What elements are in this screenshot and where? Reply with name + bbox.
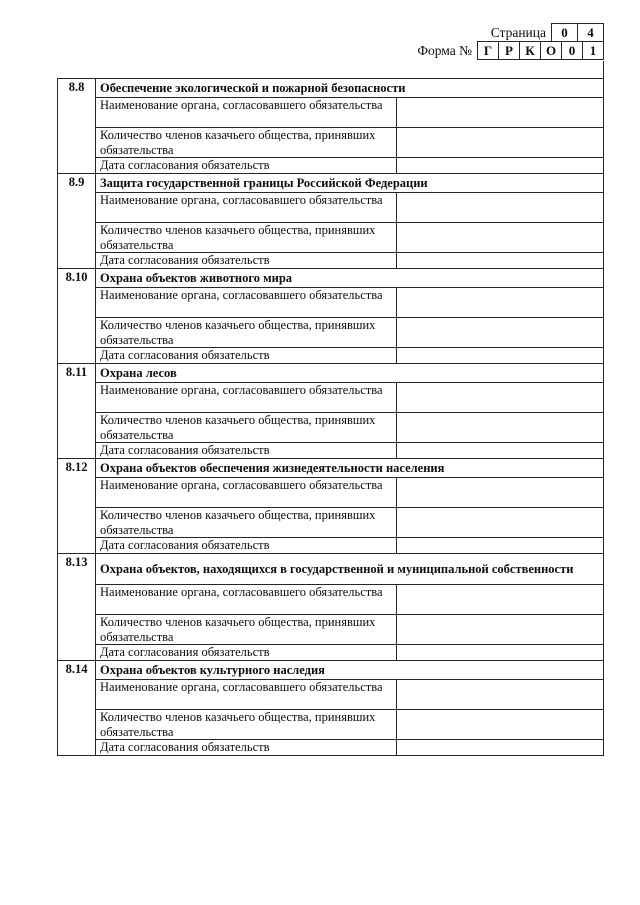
page-number-cells — [551, 23, 604, 42]
field-label-date: Дата согласования обязательств — [96, 740, 397, 755]
code-cell: 1 — [582, 41, 604, 60]
section-title: Защита государственной границы Российской Федерации — [96, 174, 603, 193]
field-label-count: Количество членов казачьего общества, принявших обязательства — [96, 710, 397, 740]
code-cell: Г — [477, 41, 499, 60]
section-title: Охрана лесов — [96, 364, 603, 383]
value-cell-org — [397, 193, 603, 223]
value-cell-date — [397, 443, 603, 458]
table-section — [58, 268, 603, 363]
field-label-org: Наименование органа, согласовавшего обязательства — [96, 98, 397, 128]
field-label-count: Количество членов казачьего общества, принявших обязательства — [96, 508, 397, 538]
section-number: 8.9 — [58, 174, 96, 268]
table-section — [58, 173, 603, 268]
value-cell-date — [397, 645, 603, 660]
field-label-date: Дата согласования обязательств — [96, 443, 397, 458]
field-label-count: Количество членов казачьего общества, принявших обязательства — [96, 128, 397, 158]
code-cell: К — [519, 41, 541, 60]
value-cell-count — [397, 128, 603, 158]
value-cell-date — [397, 538, 603, 553]
value-cell-date — [397, 158, 603, 173]
section-title: Охрана объектов животного мира — [96, 269, 603, 288]
obligations-table — [57, 78, 604, 756]
value-cell-date — [397, 253, 603, 268]
form-code-block — [417, 23, 604, 60]
field-label-date: Дата согласования обязательств — [96, 253, 397, 268]
value-cell-count — [397, 615, 603, 645]
value-cell-count — [397, 508, 603, 538]
value-cell-count — [397, 710, 603, 740]
section-title: Обеспечение экологической и пожарной безопасности — [96, 79, 603, 98]
code-cell: 0 — [561, 41, 583, 60]
code-cell: 0 — [551, 23, 578, 42]
table-section — [58, 660, 603, 755]
section-number: 8.8 — [58, 79, 96, 173]
section-number: 8.11 — [58, 364, 96, 458]
section-title: Охрана объектов обеспечения жизнедеятельности населения — [96, 459, 603, 478]
field-label-count: Количество членов казачьего общества, принявших обязательства — [96, 413, 397, 443]
field-label-date: Дата согласования обязательств — [96, 645, 397, 660]
field-label-date: Дата согласования обязательств — [96, 538, 397, 553]
code-cell: О — [540, 41, 562, 60]
field-label-org: Наименование органа, согласовавшего обязательства — [96, 383, 397, 413]
value-cell-count — [397, 318, 603, 348]
code-cell: Р — [498, 41, 520, 60]
field-label-count: Количество членов казачьего общества, принявших обязательства — [96, 318, 397, 348]
section-title: Охрана объектов культурного наследия — [96, 661, 603, 680]
section-number: 8.10 — [58, 269, 96, 363]
table-section — [58, 458, 603, 553]
table-section — [58, 553, 603, 660]
value-cell-count — [397, 223, 603, 253]
page-number-row — [491, 23, 604, 42]
code-cell: 4 — [577, 23, 604, 42]
value-cell-org — [397, 98, 603, 128]
value-cell-org — [397, 288, 603, 318]
field-label-org: Наименование органа, согласовавшего обязательства — [96, 288, 397, 318]
section-number: 8.13 — [58, 554, 96, 660]
field-label-org: Наименование органа, согласовавшего обязательства — [96, 478, 397, 508]
value-cell-org — [397, 680, 603, 710]
section-number: 8.14 — [58, 661, 96, 755]
field-label-date: Дата согласования обязательств — [96, 158, 397, 173]
table-section — [58, 79, 603, 173]
corner-table-divider — [603, 61, 604, 79]
field-label-count: Количество членов казачьего общества, принявших обязательства — [96, 223, 397, 253]
table-section — [58, 363, 603, 458]
field-label-org: Наименование органа, согласовавшего обязательства — [96, 193, 397, 223]
field-label-org: Наименование органа, согласовавшего обязательства — [96, 680, 397, 710]
form-label: Форма № — [417, 42, 472, 58]
field-label-org: Наименование органа, согласовавшего обязательства — [96, 585, 397, 615]
value-cell-org — [397, 478, 603, 508]
value-cell-count — [397, 413, 603, 443]
value-cell-org — [397, 383, 603, 413]
value-cell-date — [397, 348, 603, 363]
section-number: 8.12 — [58, 459, 96, 553]
form-code-cells — [477, 41, 604, 60]
form-number-row — [417, 41, 604, 60]
value-cell-org — [397, 585, 603, 615]
field-label-count: Количество членов казачьего общества, принявших обязательства — [96, 615, 397, 645]
page-label: Страница — [490, 24, 546, 40]
field-label-date: Дата согласования обязательств — [96, 348, 397, 363]
section-title: Охрана объектов, находящихся в государственной и муниципальной собственности — [96, 554, 603, 585]
value-cell-date — [397, 740, 603, 755]
